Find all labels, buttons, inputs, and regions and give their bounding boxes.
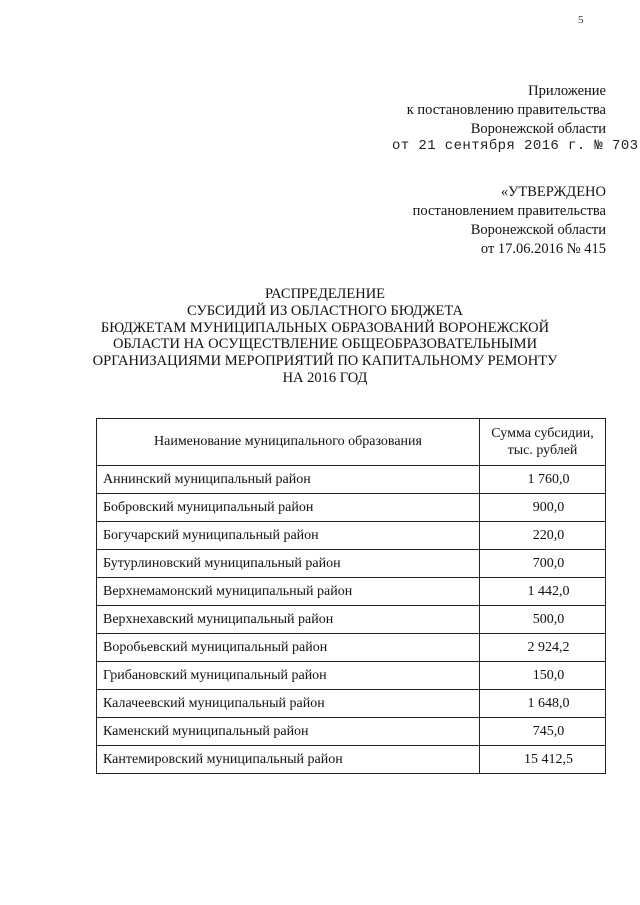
- table-row: [97, 662, 606, 690]
- title-line: НА 2016 ГОД: [282, 369, 368, 386]
- appendix-block: [407, 82, 606, 139]
- municipality-name: Калачеевский муниципальный район: [97, 690, 480, 718]
- table-row: [97, 746, 606, 774]
- title-line: СУБСИДИЙ ИЗ ОБЛАСТНОГО БЮДЖЕТА: [186, 302, 464, 319]
- municipality-name: Бобровский муниципальный район: [97, 494, 480, 522]
- approval-line: постановлением правительства: [412, 203, 606, 219]
- title-line: БЮДЖЕТАМ МУНИЦИПАЛЬНЫХ ОБРАЗОВАНИЙ ВОРОНЕЖСКОЙ: [100, 319, 550, 336]
- subsidy-amount: 500,0: [480, 606, 606, 634]
- municipality-name: Кантемировский муниципальный район: [97, 746, 480, 774]
- municipality-name: Верхнехавский муниципальный район: [97, 606, 480, 634]
- municipality-name: Воробьевский муниципальный район: [97, 634, 480, 662]
- table-row: [97, 578, 606, 606]
- table-row: [97, 494, 606, 522]
- table-header-row: [97, 419, 606, 466]
- municipality-name: Верхнемамонский муниципальный район: [97, 578, 480, 606]
- subsidy-amount: 745,0: [480, 718, 606, 746]
- subsidy-amount: 700,0: [480, 550, 606, 578]
- subsidy-amount: 220,0: [480, 522, 606, 550]
- table-row: [97, 550, 606, 578]
- appendix-line: Воронежской области: [470, 121, 606, 137]
- municipality-name: Каменский муниципальный район: [97, 718, 480, 746]
- table-row: [97, 634, 606, 662]
- table-row: [97, 718, 606, 746]
- title-line: ОБЛАСТИ НА ОСУЩЕСТВЛЕНИЕ ОБЩЕОБРАЗОВАТЕЛЬНЫМИ: [112, 336, 538, 353]
- municipality-name: Грибановский муниципальный район: [97, 662, 480, 690]
- subsidy-amount: 150,0: [480, 662, 606, 690]
- subsidy-amount: 2 924,2: [480, 634, 606, 662]
- subsidy-amount: 900,0: [480, 494, 606, 522]
- subsidy-amount: 1 760,0: [480, 466, 606, 494]
- approval-block: [413, 183, 606, 259]
- appendix-line: к постановлению правительства: [406, 102, 606, 118]
- approval-date: от 17.06.2016 № 415: [480, 241, 606, 257]
- municipality-name: Аннинский муниципальный район: [97, 466, 480, 494]
- municipality-name: Богучарский муниципальный район: [97, 522, 480, 550]
- municipality-name: Бутурлиновский муниципальный район: [97, 550, 480, 578]
- header-subsidy-amount: [480, 419, 606, 466]
- title-line: РАСПРЕДЕЛЕНИЕ: [264, 286, 386, 302]
- table-row: [97, 466, 606, 494]
- document-title: [90, 286, 560, 387]
- subsidy-amount: 1 648,0: [480, 690, 606, 718]
- appendix-title: Приложение: [528, 83, 606, 99]
- appendix-date: от 21 сентября 2016 г. № 703: [392, 138, 639, 154]
- table-row: [97, 690, 606, 718]
- table-row: [97, 606, 606, 634]
- subsidy-amount: 15 412,5: [480, 746, 606, 774]
- header-sum-line: тыс. рублей: [507, 443, 578, 458]
- header-municipality: Наименование муниципального образования: [97, 419, 480, 466]
- table-row: [97, 522, 606, 550]
- subsidy-table: [96, 418, 606, 774]
- subsidy-amount: 1 442,0: [480, 578, 606, 606]
- page-number: 5: [578, 14, 584, 26]
- approval-line: Воронежской области: [470, 222, 606, 238]
- header-sum-line: Сумма субсидии,: [491, 426, 594, 441]
- approval-title: «УТВЕРЖДЕНО: [500, 184, 606, 200]
- title-line: ОРГАНИЗАЦИЯМИ МЕРОПРИЯТИЙ ПО КАПИТАЛЬНОМУ РЕМОНТУ: [92, 353, 558, 370]
